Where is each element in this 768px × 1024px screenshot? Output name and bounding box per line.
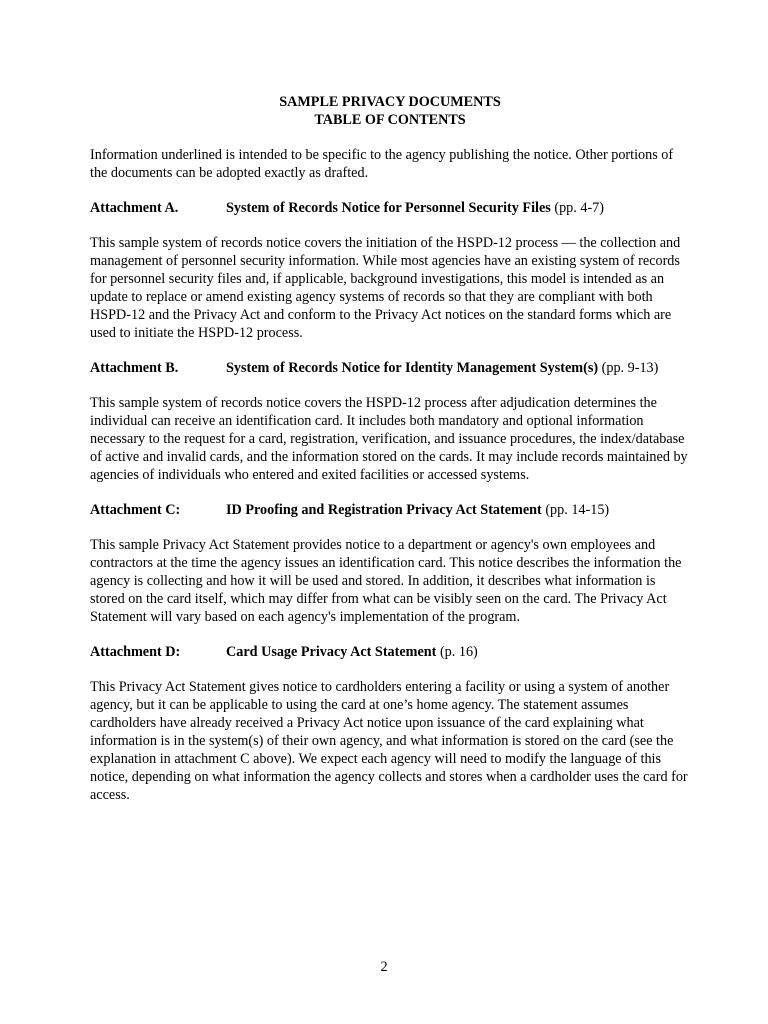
document-body	[90, 93, 690, 821]
attachment-c-heading	[90, 501, 690, 519]
attachment-a-description: This sample system of records notice covers the initiation of the HSPD-12 process — the collection and management of personnel security information. While most agencies have an existing system of records for personnel security files and, if applicable, background investigations, this model is intended as an update to replace or amend existing agency systems of records so that they are compliant with both HSPD-12 and the Privacy Act and conform to the Privacy Act notices on the standard forms which are used to initiate the HSPD-12 process.	[90, 235, 681, 341]
attachment-a-heading	[90, 199, 690, 217]
attachment-c-description: This sample Privacy Act Statement provides notice to a department or agency's own employees and contractors at the time the agency issues an identification card. This notice describes the information the agency is collecting and how it will be used and stored. In addition, it describes what information is stored on the card itself, which may differ from what can be visibly seen on the card. The Privacy Act Statement will vary based on each agency's implementation of the program.	[90, 537, 682, 625]
attachment-d-heading	[90, 643, 690, 661]
attachment-a-pages: (pp. 4-7)	[554, 200, 604, 216]
attachment-d-name: Card Usage Privacy Act Statement	[226, 644, 437, 660]
intro-paragraph: Information underlined is intended to be specific to the agency publishing the notice. Other portions of the documents can be adopted exactly as drafted.	[90, 147, 674, 181]
attachment-c-label: Attachment C:	[90, 502, 181, 518]
document-title	[90, 93, 690, 129]
attachment-b-name: System of Records Notice for Identity Management System(s)	[226, 360, 599, 376]
attachment-d-description: This Privacy Act Statement gives notice to cardholders entering a facility or using a system of another agency, but it can be applicable to using the card at one’s home agency. The statement assumes cardholders have already received a Privacy Act notice upon issuance of the card explaining what information is in the system(s) of their own agency, and what information is stored on the card (see the explanation in attachment C above). We expect each agency will need to modify the language of this notice, depending on what information the agency collects and stores when a cardholder uses the card for access.	[90, 679, 688, 803]
page-number: 2	[380, 959, 388, 975]
attachment-b-heading	[90, 359, 690, 377]
attachment-a-label: Attachment A.	[90, 200, 179, 216]
title-line-2: TABLE OF CONTENTS	[314, 112, 466, 128]
attachment-b-pages: (pp. 9-13)	[601, 360, 659, 376]
attachment-d-pages: (p. 16)	[439, 644, 478, 660]
attachment-b-label: Attachment B.	[90, 360, 179, 376]
attachment-c-pages: (pp. 14-15)	[545, 502, 610, 518]
title-line-1: SAMPLE PRIVACY DOCUMENTS	[279, 94, 501, 110]
attachment-d-label: Attachment D:	[90, 644, 181, 660]
attachment-c-name: ID Proofing and Registration Privacy Act Statement	[226, 502, 542, 518]
attachment-b-description: This sample system of records notice covers the HSPD-12 process after adjudication determines the individual can receive an identification card. It includes both mandatory and optional information necessary to the request for a card, registration, verification, and issuance procedures, the index/database of active and invalid cards, and the information stored on the cards. It may include records maintained by agencies of individuals who entered and exited facilities or accessed systems.	[90, 395, 688, 483]
attachment-a-name: System of Records Notice for Personnel Security Files	[226, 200, 551, 216]
